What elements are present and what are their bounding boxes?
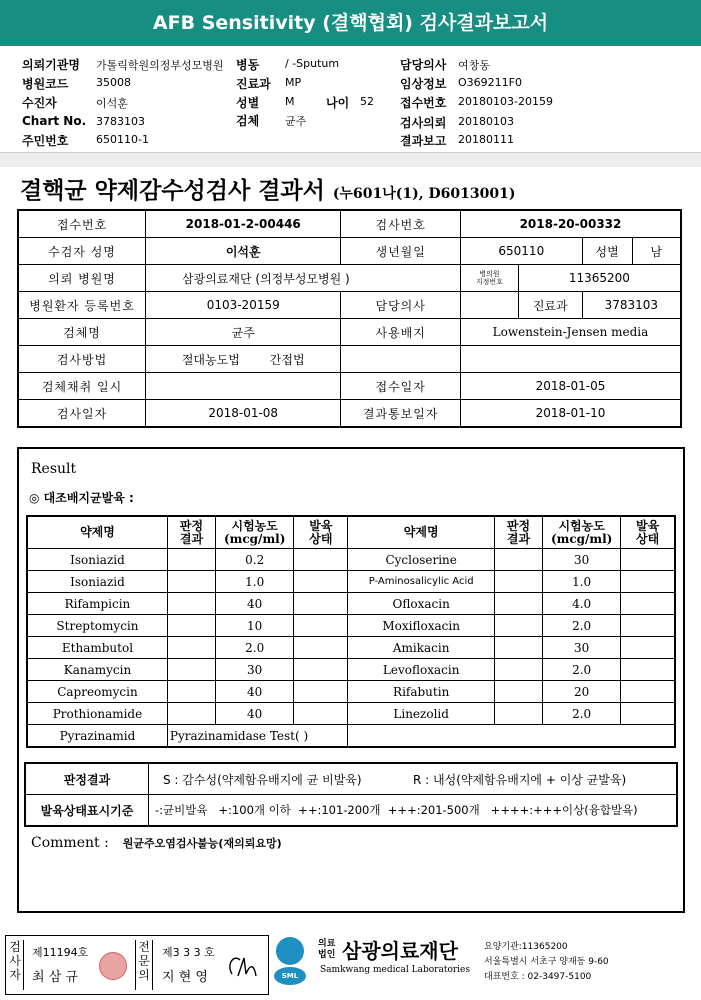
drug-concentration: 30 (216, 659, 294, 681)
drug-growth-right (621, 637, 675, 659)
specialist-no: 제3 3 3 호 (162, 946, 215, 959)
dept: MP (285, 76, 302, 89)
drug-concentration-right: 4.0 (543, 593, 621, 615)
specimen-name-label: 검체명 (18, 319, 146, 346)
test-date-value: 2018-01-08 (146, 400, 341, 428)
patient-reg-value: 0103-20159 (146, 292, 341, 319)
drug-name: Streptomycin (27, 615, 167, 637)
test-date-label: 검사일자 (18, 400, 146, 428)
chart-label: Chart No. (22, 114, 87, 128)
age: 52 (360, 95, 374, 108)
org-tel: 대표번호 : 02-3497-5100 (484, 972, 592, 982)
drug-concentration-right: 20 (543, 681, 621, 703)
drug-name: Capreomycin (27, 681, 167, 703)
doctor: 여창동 (458, 59, 490, 72)
comment (31, 835, 282, 851)
receipt-no-label: 접수번호 (400, 96, 447, 110)
doc-title (20, 172, 515, 205)
col-growth-right-2: 상태 (636, 531, 660, 546)
drug-growth (294, 615, 348, 637)
receipt-no: 20180103-20159 (458, 95, 553, 108)
org-prefix-2: 법인 (318, 950, 336, 960)
examiner-vertical-label: 검사자 (7, 940, 24, 990)
drug-name-right: Rifabutin (348, 681, 494, 703)
drug-name-right: Amikacin (348, 637, 494, 659)
examiner-no: 제11194호 (32, 946, 89, 959)
examiner-name: 최 삼 규 (32, 970, 78, 985)
patient-label: 수진자 (22, 96, 57, 110)
drug-name-right: Linezolid (348, 703, 494, 725)
drug-judgment-right (494, 637, 542, 659)
drug-row (27, 615, 675, 637)
dept-label: 진료과 (236, 77, 271, 91)
req-date-label: 검사의뢰 (400, 116, 447, 130)
col-growth-right (621, 516, 675, 549)
drug-row (27, 703, 675, 725)
hosp-id-label-2: 지정번호 (475, 278, 503, 286)
drug-name: Prothionamide (27, 703, 167, 725)
growth-legend-label: 발육상태표시기준 (25, 795, 149, 827)
drug-growth (294, 549, 348, 571)
sex-label: 성별 (236, 96, 260, 110)
col-conc-1: 시험농도 (231, 518, 278, 533)
clinical: O369211F0 (458, 76, 522, 89)
drug-concentration: 40 (216, 593, 294, 615)
method-label: 검사방법 (18, 346, 146, 373)
doctor-label: 담당의사 (400, 58, 447, 72)
legend-table (24, 762, 678, 827)
org-english: Samkwang medical Laboratories (320, 965, 471, 975)
receipt-date-value: 2018-01-05 (460, 373, 681, 400)
medium-value: Lowenstein-Jensen media (460, 319, 681, 346)
method-indirect: 간접법 (269, 352, 305, 367)
drug-growth (294, 637, 348, 659)
col-growth-1: 발육 (309, 518, 333, 533)
drug-concentration: 2.0 (216, 637, 294, 659)
org-prefix-1: 의료 (318, 939, 336, 949)
drug-row (27, 549, 675, 571)
report-header: AFB Sensitivity (결핵협회) 검사결과보고서 (0, 0, 701, 46)
clinic-label: 진료과 (518, 292, 582, 319)
signature-mark (224, 950, 260, 982)
drug-growth (294, 593, 348, 615)
receipt-date-label: 접수일자 (341, 373, 461, 400)
pza-test: Pyrazinamidase Test( ) (167, 725, 348, 748)
drug-name: Isoniazid (27, 571, 167, 593)
patient: 이석훈 (96, 97, 128, 110)
col-growth-2: 상태 (309, 531, 333, 546)
pza-empty (348, 725, 675, 748)
drug-judgment (167, 593, 215, 615)
drug-judgment (167, 703, 215, 725)
hosp-code: 35008 (96, 76, 131, 89)
legend-s: S : 감수성(약제함유배지에 균 비발육) (163, 772, 362, 787)
drug-concentration: 40 (216, 681, 294, 703)
collection-label: 검체채취 일시 (18, 373, 146, 400)
hosp-id-value: 11365200 (518, 265, 681, 292)
col-conc-right-2: (mcg/ml) (550, 531, 613, 546)
col-growth (294, 516, 348, 549)
test-no-value: 2018-20-00332 (460, 210, 681, 238)
ssn: 650110-1 (96, 133, 149, 146)
method-empty-1 (341, 346, 461, 373)
gender-value: 남 (632, 238, 681, 265)
ssn-label: 주민번호 (22, 134, 69, 148)
judge-legend-text (149, 763, 678, 795)
logo-icon (276, 937, 304, 965)
chart: 3783103 (96, 115, 145, 128)
drug-growth (294, 659, 348, 681)
drug-growth-right (621, 681, 675, 703)
clinic-value: 3783103 (582, 292, 681, 319)
request-info (0, 48, 701, 152)
drug-name-right: Moxifloxacin (348, 615, 494, 637)
specialist-name: 지 현 영 (162, 970, 208, 985)
receipt-label: 접수번호 (18, 210, 146, 238)
drug-growth-right (621, 615, 675, 637)
drug-name-right: Levofloxacin (348, 659, 494, 681)
org-name: 삼광의료재단 (342, 939, 458, 963)
doc-code: (누601나(1), D6013001) (332, 186, 516, 202)
col-judge-2: 결과 (179, 531, 204, 546)
patient-form (17, 209, 682, 428)
receipt-value: 2018-01-2-00446 (146, 210, 341, 238)
hosp-code-label: 병원코드 (22, 77, 69, 91)
drug-judgment-right (494, 571, 542, 593)
specimen-label: 검체 (236, 114, 260, 128)
hosp-id-label-1: 병의원 (479, 270, 500, 278)
result-section (17, 447, 685, 913)
drug-name: Ethambutol (27, 637, 167, 659)
sml-logo (272, 937, 312, 987)
drug-concentration: 1.0 (216, 571, 294, 593)
drug-judgment-right (494, 593, 542, 615)
req-org: 가톨릭학원의정부성모병원 (96, 59, 224, 72)
col-drug-right: 약제명 (348, 516, 494, 549)
drug-judgment-right (494, 615, 542, 637)
col-conc-right (543, 516, 621, 549)
medium-label: 사용배지 (341, 319, 461, 346)
name-value: 이석훈 (146, 238, 341, 265)
birth-value: 650110 (460, 238, 582, 265)
specimen: 균주 (285, 115, 307, 128)
hospital-label: 의뢰 병원명 (18, 265, 146, 292)
req-org-label: 의뢰기관명 (22, 58, 80, 72)
doc-title-text: 결핵균 약제감수성검사 결과서 (20, 177, 325, 204)
drug-table (26, 515, 676, 748)
drug-growth-right (621, 549, 675, 571)
col-growth-right-1: 발육 (636, 518, 660, 533)
judge-legend-label: 판정결과 (25, 763, 149, 795)
drug-concentration-right: 30 (543, 549, 621, 571)
patient-reg-label: 병원환자 등록번호 (18, 292, 146, 319)
hosp-id-label (460, 265, 518, 292)
birth-label: 생년월일 (341, 238, 461, 265)
drug-growth-right (621, 659, 675, 681)
drug-judgment-right (494, 659, 542, 681)
col-conc (216, 516, 294, 549)
drug-growth-right (621, 703, 675, 725)
notify-date-label: 결과통보일자 (341, 400, 461, 428)
age-label: 나이 (326, 96, 350, 110)
drug-concentration-right: 2.0 (543, 659, 621, 681)
drug-judgment (167, 549, 215, 571)
drug-growth (294, 681, 348, 703)
drug-growth-right (621, 593, 675, 615)
col-judge-right-2: 결과 (506, 531, 531, 546)
drug-name: Isoniazid (27, 549, 167, 571)
test-no-label: 검사번호 (341, 210, 461, 238)
drug-name-right: P-Aminosalicylic Acid (348, 571, 494, 593)
drug-row (27, 637, 675, 659)
drug-name-right: Cycloserine (348, 549, 494, 571)
drug-judgment-right (494, 681, 542, 703)
drug-row (27, 681, 675, 703)
drug-judgment (167, 681, 215, 703)
collection-value (146, 373, 341, 400)
name-label: 수검자 성명 (18, 238, 146, 265)
drug-judgment-right (494, 549, 542, 571)
drug-row (27, 593, 675, 615)
drug-growth (294, 703, 348, 725)
drug-row (27, 571, 675, 593)
attending-value (460, 292, 518, 319)
control-growth-label: ◎ 대조배지균발육 : (29, 491, 134, 505)
col-conc-2: (mcg/ml) (223, 531, 286, 546)
hospital-value: 삼광의료재단 (의정부성모병원 ) (146, 265, 461, 292)
method-empty-2 (460, 346, 681, 373)
col-drug: 약제명 (27, 516, 167, 549)
seal-stamp (99, 952, 127, 980)
ward-label: 병동 (236, 58, 260, 72)
sex: M (285, 95, 295, 108)
comment-text: 원균주오염검사불능(재의뢰요망) (122, 837, 282, 850)
report-date: 20180111 (458, 133, 514, 146)
drug-growth (294, 571, 348, 593)
col-judge-1: 판정 (179, 518, 204, 533)
drug-concentration-right: 2.0 (543, 703, 621, 725)
drug-judgment (167, 637, 215, 659)
growth-legend-text: -:균비발육 +:100개 이하 ++:101-200개 +++:201-500개 ++++:+++이상(융합발육) (149, 795, 678, 827)
drug-growth-right (621, 571, 675, 593)
col-conc-right-1: 시험농도 (558, 518, 605, 533)
drug-concentration: 10 (216, 615, 294, 637)
footer (0, 933, 701, 1000)
drug-name: Kanamycin (27, 659, 167, 681)
drug-concentration: 0.2 (216, 549, 294, 571)
drug-row (27, 659, 675, 681)
clinical-label: 임상정보 (400, 77, 447, 91)
comment-label: Comment : (31, 835, 109, 851)
specialist-vertical-label: 전문의 (135, 940, 153, 990)
drug-concentration-right: 30 (543, 637, 621, 659)
drug-concentration-right: 1.0 (543, 571, 621, 593)
col-judge-right (494, 516, 542, 549)
legend-r: R : 내성(약제함유배지에 + 이상 균발육) (413, 772, 627, 787)
drug-name-right: Ofloxacin (348, 593, 494, 615)
separator-band (0, 152, 701, 167)
method-value (146, 346, 341, 373)
drug-concentration: 40 (216, 703, 294, 725)
pza-row (27, 725, 675, 748)
attending-label: 담당의사 (341, 292, 461, 319)
drug-name: Rifampicin (27, 593, 167, 615)
logo-text: SML (274, 967, 306, 985)
col-judge-right-1: 판정 (506, 518, 531, 533)
signature-box (5, 935, 269, 995)
col-judge (167, 516, 215, 549)
drug-judgment (167, 615, 215, 637)
method-absolute: 절대농도법 (181, 352, 240, 367)
drug-judgment-right (494, 703, 542, 725)
pza-drug: Pyrazinamid (27, 725, 167, 748)
drug-judgment (167, 571, 215, 593)
specimen-name-value: 균주 (146, 319, 341, 346)
gender-label: 성별 (582, 238, 632, 265)
drug-concentration-right: 2.0 (543, 615, 621, 637)
ward: / -Sputum (285, 57, 340, 70)
result-title: Result (31, 461, 77, 477)
notify-date-value: 2018-01-10 (460, 400, 681, 428)
drug-judgment (167, 659, 215, 681)
org-code: 요양기관:11365200 (484, 942, 568, 952)
org-prefix (318, 939, 335, 961)
org-address: 서울특별시 서초구 양재동 9-60 (484, 957, 609, 967)
report-date-label: 결과보고 (400, 134, 447, 148)
req-date: 20180103 (458, 115, 514, 128)
